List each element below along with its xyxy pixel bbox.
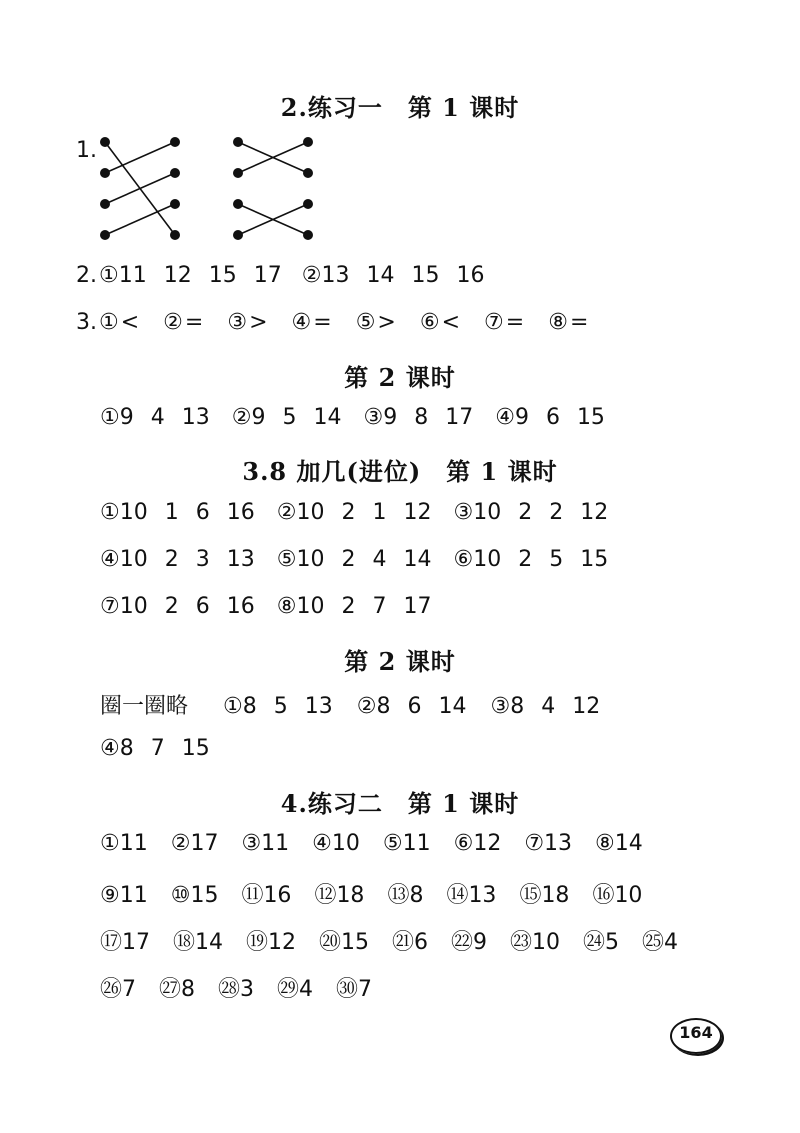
comparison-item	[356, 310, 396, 335]
answer-number	[232, 405, 266, 430]
answer-number: 15	[580, 547, 609, 572]
matching-diagram	[95, 132, 335, 247]
answer-number: 6	[407, 694, 422, 719]
circled-number: ②	[301, 263, 322, 288]
comparison-symbol: =	[505, 310, 525, 335]
answer-number	[357, 694, 391, 719]
answer-number: 12	[403, 500, 432, 525]
answer-item: ⑳15	[319, 930, 369, 955]
circled-number: ①	[100, 500, 120, 525]
match-dot	[233, 137, 243, 147]
answer-item: ⑥12	[453, 831, 502, 856]
circled-number: ②	[276, 500, 297, 525]
lesson-2-answers	[100, 405, 627, 430]
answer-group	[100, 736, 210, 761]
answer-value: 8	[119, 736, 134, 761]
circled-number: ③	[490, 694, 511, 719]
answer-group	[453, 500, 608, 525]
match-dot	[170, 230, 180, 240]
answer-number: 14	[438, 694, 467, 719]
answer-group	[100, 594, 255, 619]
answer-item: ㉕4	[642, 930, 678, 955]
answer-value	[99, 263, 147, 288]
answer-number	[277, 594, 325, 619]
match-dot	[100, 230, 110, 240]
comparison-symbol: =	[313, 310, 332, 335]
answer-item: ⑯10	[592, 883, 643, 908]
circled-number: ②	[163, 310, 183, 335]
match-line	[105, 142, 175, 173]
answer-value: 10	[296, 547, 325, 572]
answer-number: 14	[313, 405, 342, 430]
comparison-symbol: >	[249, 310, 268, 335]
answer-number	[453, 547, 501, 572]
match-dot	[170, 199, 180, 209]
answer-number: 2	[341, 547, 356, 572]
answer-number: 17	[253, 263, 282, 288]
answer-item: ㉒9	[451, 930, 487, 955]
answer-number: 13	[304, 694, 333, 719]
answer-number: 2	[164, 594, 179, 619]
circled-number: ⑦	[100, 594, 120, 619]
match-dot	[100, 137, 110, 147]
answer-number	[223, 694, 257, 719]
comparison-item	[484, 310, 524, 335]
comparison-item	[163, 310, 203, 335]
practice-2-answers-row	[100, 972, 395, 1003]
circled-number: ②	[356, 694, 377, 719]
answer-item: ㉓10	[510, 930, 560, 955]
answer-number: 5	[273, 694, 288, 719]
answer-number: 4	[150, 405, 165, 430]
add-8-answers-row	[100, 547, 630, 572]
circled-number: ⑧	[276, 594, 297, 619]
answer-value: 10	[473, 500, 502, 525]
answer-number: 16	[456, 263, 485, 288]
match-dot	[233, 230, 243, 240]
answer-number: 12	[580, 500, 609, 525]
answer-item: ⑬8	[387, 883, 424, 908]
answer-number	[490, 694, 524, 719]
question-3-label: 3.	[76, 310, 97, 335]
answer-group	[495, 405, 605, 430]
match-dot	[303, 168, 313, 178]
answer-number: 13	[226, 547, 255, 572]
answer-value: 8	[376, 694, 391, 719]
answer-item: ⑪16	[241, 883, 292, 908]
answer-item: ③11	[241, 831, 290, 856]
answer-group	[363, 405, 473, 430]
answer-number: 12	[163, 263, 192, 288]
comparison-item	[548, 310, 588, 335]
comparison-symbol: =	[184, 310, 204, 335]
answer-item: ㉙4	[277, 977, 313, 1002]
answer-value: 9	[514, 405, 529, 430]
practice-2-answers-row	[100, 878, 665, 909]
answer-number: 7	[372, 594, 387, 619]
answer-group	[232, 405, 342, 430]
match-dot	[303, 230, 313, 240]
answer-group	[302, 263, 485, 288]
answer-value: 8	[510, 694, 525, 719]
answer-number: 2	[164, 547, 179, 572]
answer-number: 2	[549, 500, 564, 525]
answer-number	[100, 405, 134, 430]
circled-number: ①	[99, 263, 119, 288]
circled-number: ④	[495, 405, 515, 430]
page-number: 164	[679, 1023, 713, 1042]
circled-number: ⑥	[419, 310, 440, 335]
answer-value: 10	[473, 547, 502, 572]
answer-number	[100, 736, 134, 761]
answer-item: ㉖7	[100, 977, 136, 1002]
circled-number: ⑥	[453, 547, 474, 572]
answer-item: ㉘3	[218, 977, 254, 1002]
answer-number	[100, 500, 148, 525]
circled-number: ③	[227, 310, 248, 335]
section-heading-practice-2: 4.练习二 第 1 课时	[280, 789, 520, 818]
answer-number: 14	[366, 263, 395, 288]
add-8-answers-row	[100, 500, 630, 525]
practice-2-answers-row	[100, 925, 701, 956]
answer-number: 15	[576, 405, 605, 430]
circled-number: ①	[223, 694, 243, 719]
question-2-line	[76, 263, 504, 288]
answer-number: 13	[321, 263, 350, 288]
section-heading-lesson-2: 第 2 课时	[344, 363, 456, 392]
circled-number: ③	[363, 405, 384, 430]
circled-number: ⑧	[548, 310, 568, 335]
answer-item: ⑱14	[173, 930, 223, 955]
practice-2-answers-row	[100, 831, 666, 856]
answer-number: 17	[403, 594, 432, 619]
answer-value: 10	[296, 500, 325, 525]
answer-number	[495, 405, 529, 430]
comparison-symbol: =	[569, 310, 589, 335]
answer-value	[302, 263, 350, 288]
answer-value: 9	[119, 405, 134, 430]
match-dot	[233, 168, 243, 178]
answer-item: ⑩15	[170, 883, 219, 908]
answer-number	[277, 547, 325, 572]
answer-number: 6	[195, 500, 210, 525]
answer-number: 4	[372, 547, 387, 572]
answer-number	[100, 547, 148, 572]
answer-item: ⑤11	[382, 831, 431, 856]
answer-item: ④10	[312, 831, 360, 856]
answer-group	[100, 547, 255, 572]
answer-item: ⑭13	[446, 883, 497, 908]
answer-item: ⑧14	[595, 831, 643, 856]
answer-number: 7	[150, 736, 165, 761]
answer-group	[100, 405, 210, 430]
comparison-item	[227, 310, 267, 335]
answer-item: ⑫18	[314, 883, 365, 908]
answer-item: ⑮18	[519, 883, 570, 908]
answer-group	[99, 263, 282, 288]
answer-value: 8	[242, 694, 257, 719]
answer-number: 3	[195, 547, 210, 572]
answer-number	[453, 500, 501, 525]
answer-item: ㉔5	[583, 930, 619, 955]
answer-number: 5	[549, 547, 564, 572]
match-dot	[170, 137, 180, 147]
answer-number: 2	[518, 547, 533, 572]
answer-number: 12	[572, 694, 601, 719]
answer-group	[223, 694, 333, 719]
answer-number: 6	[195, 594, 210, 619]
answer-group	[277, 547, 432, 572]
circled-number: ④	[100, 736, 120, 761]
answer-number: 13	[181, 405, 210, 430]
circled-number: ⑤	[355, 310, 376, 335]
answer-item: ⑨11	[100, 883, 148, 908]
match-dot	[303, 199, 313, 209]
comparison-item	[99, 310, 139, 335]
answer-item: ㉚7	[336, 977, 372, 1002]
add-8-answers-row	[100, 594, 453, 619]
match-dot	[100, 199, 110, 209]
answer-group	[277, 594, 432, 619]
answer-group	[277, 500, 432, 525]
question-3-line	[76, 310, 588, 335]
answer-number: 1	[372, 500, 387, 525]
answer-item: ②17	[170, 831, 219, 856]
answer-value: 10	[119, 500, 148, 525]
answer-value: 10	[119, 547, 148, 572]
answer-number: 14	[403, 547, 432, 572]
comparison-symbol: <	[120, 310, 140, 335]
answer-group	[100, 500, 255, 525]
section-heading-add-8: 3.8 加几(进位) 第 1 课时	[242, 457, 558, 486]
match-line	[105, 173, 175, 204]
answer-value: 9	[383, 405, 398, 430]
answer-item: ㉗8	[159, 977, 195, 1002]
answer-number: 15	[181, 736, 210, 761]
answer-number: 8	[414, 405, 429, 430]
answer-item: ⑰17	[100, 930, 150, 955]
answer-number: 2	[341, 594, 356, 619]
lesson-2b-answers-row	[100, 736, 234, 761]
circled-number: ③	[453, 500, 474, 525]
answer-number	[277, 500, 325, 525]
circled-number: ①	[99, 310, 119, 335]
answer-number: 4	[541, 694, 556, 719]
answer-number: 11	[118, 263, 147, 288]
match-dot	[233, 199, 243, 209]
answer-number: 2	[341, 500, 356, 525]
answer-value: 10	[119, 594, 148, 619]
question-2-label: 2.	[76, 263, 97, 288]
match-line	[105, 204, 175, 235]
circled-number: ④	[100, 547, 120, 572]
section-heading-practice-1: 2.练习一 第 1 课时	[280, 93, 520, 122]
match-dot	[303, 137, 313, 147]
answer-number: 6	[545, 405, 560, 430]
answer-value: 9	[251, 405, 266, 430]
circle-note: 圈一圈略	[100, 694, 189, 719]
answer-item: ⑲12	[246, 930, 296, 955]
answer-number: 16	[226, 594, 255, 619]
answer-group	[357, 694, 467, 719]
answer-number	[363, 405, 397, 430]
circled-number: ②	[231, 405, 252, 430]
answer-group	[453, 547, 608, 572]
match-dot	[100, 168, 110, 178]
page-number-badge	[670, 1018, 722, 1054]
section-heading-lesson-2b: 第 2 课时	[344, 647, 456, 676]
answer-group	[490, 694, 600, 719]
comparison-symbol: >	[377, 310, 396, 335]
match-dot	[170, 168, 180, 178]
lesson-2b-answers-row	[100, 689, 624, 720]
answer-number: 15	[411, 263, 440, 288]
answer-number: 5	[282, 405, 297, 430]
answer-item: ⑦13	[524, 831, 573, 856]
answer-number	[100, 594, 148, 619]
comparison-symbol: <	[441, 310, 461, 335]
answer-number: 1	[164, 500, 179, 525]
circled-number: ④	[291, 310, 312, 335]
answer-number: 15	[208, 263, 237, 288]
circled-number: ⑤	[276, 547, 297, 572]
question-1-label: 1.	[76, 138, 97, 163]
circled-number: ①	[100, 405, 120, 430]
comparison-item	[292, 310, 332, 335]
answer-item: ①11	[100, 831, 148, 856]
answer-value: 10	[296, 594, 325, 619]
answer-number: 2	[518, 500, 533, 525]
answer-number: 17	[445, 405, 474, 430]
comparison-item	[420, 310, 460, 335]
answer-number: 16	[226, 500, 255, 525]
circled-number: ⑦	[484, 310, 504, 335]
answer-item: ㉑6	[392, 930, 428, 955]
